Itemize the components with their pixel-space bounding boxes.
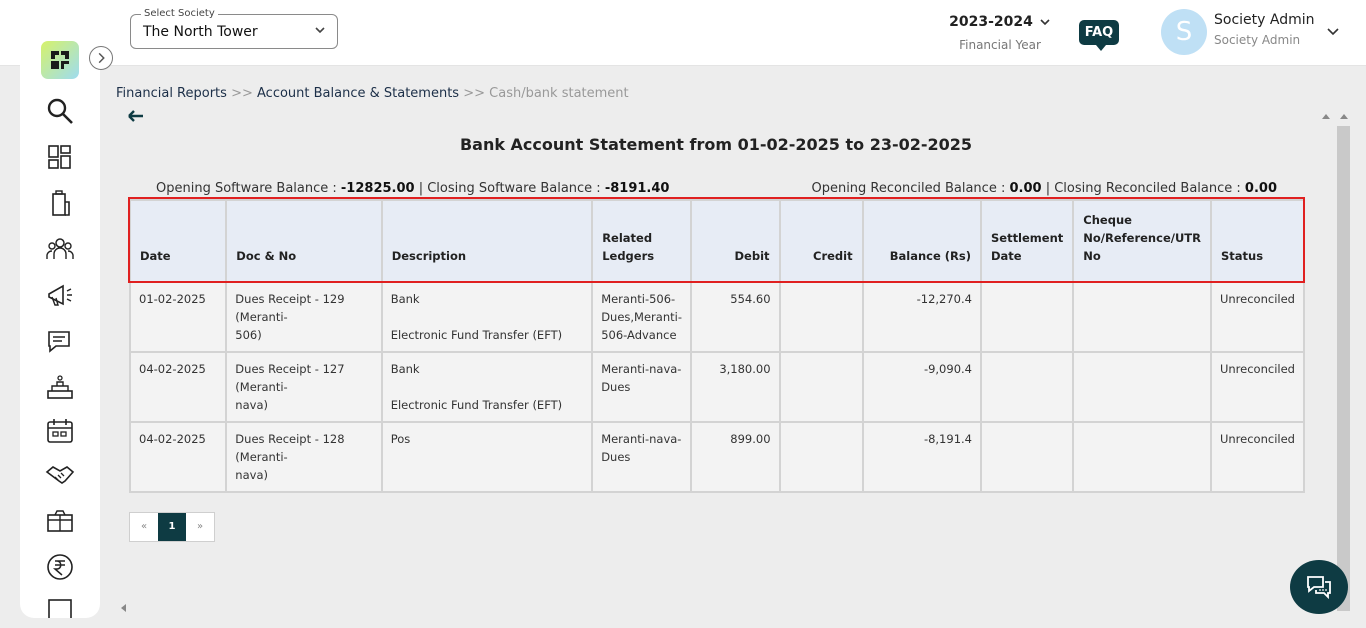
rupee-icon[interactable] [45, 552, 75, 582]
cell-description [382, 282, 593, 352]
column-header-doc[interactable]: Doc & No [226, 200, 381, 282]
society-select-label: Select Society [141, 8, 218, 19]
handshake-icon[interactable] [45, 460, 75, 490]
cell-cheque [1073, 352, 1211, 422]
breadcrumb [116, 86, 629, 101]
cell-credit [780, 422, 863, 492]
cell-debit: 3,180.00 [691, 352, 780, 422]
dashboard-icon[interactable] [45, 142, 75, 172]
desc-line: Pos [390, 432, 411, 446]
cell-status: Unreconciled [1211, 282, 1304, 352]
calendar-icon[interactable] [45, 416, 75, 446]
column-header-date[interactable]: Date [130, 200, 226, 282]
report-title: Bank Account Statement from 01-02-2025 to 23-02-2025 [459, 135, 973, 154]
vertical-scrollbar[interactable] [1337, 126, 1350, 611]
logo-icon[interactable] [41, 41, 79, 79]
user-menu[interactable] [1214, 12, 1315, 47]
cell-ledgers [592, 422, 691, 492]
ledger-line: 506-Advance [601, 328, 677, 342]
column-header-settlement[interactable]: Settlement Date [981, 200, 1073, 282]
opening-reconciled-value: 0.00 [1009, 181, 1042, 196]
announcement-icon[interactable] [45, 280, 75, 310]
cell-credit [780, 352, 863, 422]
assets-icon[interactable] [45, 506, 75, 536]
chevron-down-icon[interactable] [1326, 26, 1340, 38]
cell-settlement [981, 352, 1073, 422]
cell-status: Unreconciled [1211, 352, 1304, 422]
sidebar-toggle-icon[interactable] [89, 46, 113, 70]
scroll-up-icon[interactable] [1339, 112, 1349, 120]
column-header-cheque[interactable]: Cheque No/Reference/UTR No [1073, 200, 1211, 282]
desc-line: Bank [390, 362, 420, 376]
cell-balance: -9,090.4 [863, 352, 981, 422]
reconciled-balance [811, 181, 1277, 196]
chevron-down-icon [1039, 16, 1051, 28]
cell-cheque [1073, 422, 1211, 492]
ledger-line: Meranti-nava- [601, 432, 682, 446]
breadcrumb-separator: >> [463, 86, 486, 101]
breadcrumb-financial-reports[interactable]: Financial Reports [116, 86, 227, 101]
pagination-prev[interactable]: « [140, 521, 148, 532]
pagination [129, 512, 215, 542]
scroll-up-icon[interactable] [1321, 112, 1331, 120]
doc-line: 506) [235, 328, 262, 342]
cell-date: 04-02-2025 [130, 352, 226, 422]
closing-reconciled-label: Closing Reconciled Balance : [1054, 181, 1241, 196]
breadcrumb-current: Cash/bank statement [489, 86, 629, 101]
cell-ledgers [592, 282, 691, 352]
software-balance [156, 181, 669, 196]
column-header-status[interactable]: Status [1211, 200, 1304, 282]
opening-software-value: -12825.00 [340, 181, 415, 196]
breadcrumb-account-balance[interactable]: Account Balance & Statements [257, 86, 460, 101]
chat-icon[interactable] [45, 326, 75, 356]
society-select-value: The North Tower [143, 24, 258, 40]
ledger-line: Meranti-nava- [601, 362, 682, 376]
cell-debit: 554.60 [691, 282, 780, 352]
desc-line: Electronic Fund Transfer (EFT) [390, 398, 563, 412]
financial-year-value: 2023-2024 [949, 14, 1033, 30]
chevron-down-icon [313, 23, 327, 37]
cell-date: 01-02-2025 [130, 282, 226, 352]
avatar[interactable]: S [1161, 9, 1207, 55]
chat-support-button[interactable] [1290, 560, 1348, 614]
top-bar [0, 0, 1366, 66]
ledger-line: Meranti-506- [601, 292, 676, 306]
financial-year-label: Financial Year [959, 38, 1041, 52]
table-row [130, 282, 1304, 352]
balance-divider: | [418, 181, 424, 196]
cell-balance: -12,270.4 [863, 282, 981, 352]
doc-line: nava) [235, 468, 268, 482]
breadcrumb-separator: >> [231, 86, 253, 101]
search-icon[interactable] [45, 96, 75, 126]
cell-doc [226, 282, 381, 352]
society-select[interactable] [130, 8, 338, 49]
table-row [130, 422, 1304, 492]
column-header-ledgers[interactable]: Related Ledgers [592, 200, 691, 282]
opening-reconciled-label: Opening Reconciled Balance : [811, 181, 1006, 196]
cell-date: 04-02-2025 [130, 422, 226, 492]
sidebar [20, 16, 100, 618]
cell-settlement [981, 282, 1073, 352]
doc-line: nava) [235, 398, 268, 412]
cell-doc [226, 352, 381, 422]
chat-bubbles-icon [1305, 573, 1333, 601]
pagination-next[interactable]: » [196, 521, 204, 532]
ledger-line: Dues [601, 380, 631, 394]
cell-balance: -8,191.4 [863, 422, 981, 492]
cell-credit [780, 282, 863, 352]
statement-table [129, 199, 1305, 493]
opening-software-label: Opening Software Balance : [156, 181, 337, 196]
doc-line: Dues Receipt - 127 (Meranti- [235, 362, 345, 394]
cell-doc [226, 422, 381, 492]
members-icon[interactable] [45, 234, 75, 264]
facility-icon[interactable] [45, 372, 75, 402]
closing-software-value: -8191.40 [604, 181, 670, 196]
table-header-row [130, 200, 1304, 282]
ledger-line: Dues,Meranti- [601, 310, 682, 324]
cell-cheque [1073, 282, 1211, 352]
column-header-balance[interactable]: Balance (Rs) [863, 200, 981, 282]
pagination-page-1[interactable]: 1 [158, 513, 186, 541]
column-header-credit[interactable]: Credit [780, 200, 863, 282]
desc-line: Bank [390, 292, 420, 306]
closing-reconciled-value: 0.00 [1244, 181, 1277, 196]
scroll-left-icon[interactable] [119, 603, 127, 613]
balance-divider: | [1045, 181, 1051, 196]
cell-status: Unreconciled [1211, 422, 1304, 492]
cell-debit: 899.00 [691, 422, 780, 492]
column-header-description[interactable]: Description [382, 200, 593, 282]
table-row [130, 352, 1304, 422]
cell-description [382, 352, 593, 422]
column-header-debit[interactable]: Debit [691, 200, 780, 282]
faq-button[interactable]: FAQ [1079, 20, 1119, 45]
doc-line: Dues Receipt - 128 (Meranti- [235, 432, 345, 464]
user-role: Society Admin [1214, 33, 1301, 47]
financial-year-selector[interactable] [940, 14, 1060, 52]
desc-line: Electronic Fund Transfer (EFT) [390, 328, 563, 342]
cell-ledgers [592, 352, 691, 422]
user-name: Society Admin [1214, 12, 1315, 28]
closing-software-label: Closing Software Balance : [427, 181, 601, 196]
report-icon[interactable] [45, 598, 75, 618]
back-arrow-icon[interactable] [128, 110, 144, 122]
cell-settlement [981, 422, 1073, 492]
ledger-line: Dues [601, 450, 631, 464]
building-icon[interactable] [45, 188, 75, 218]
cell-description [382, 422, 593, 492]
doc-line: Dues Receipt - 129 (Meranti- [235, 292, 345, 324]
